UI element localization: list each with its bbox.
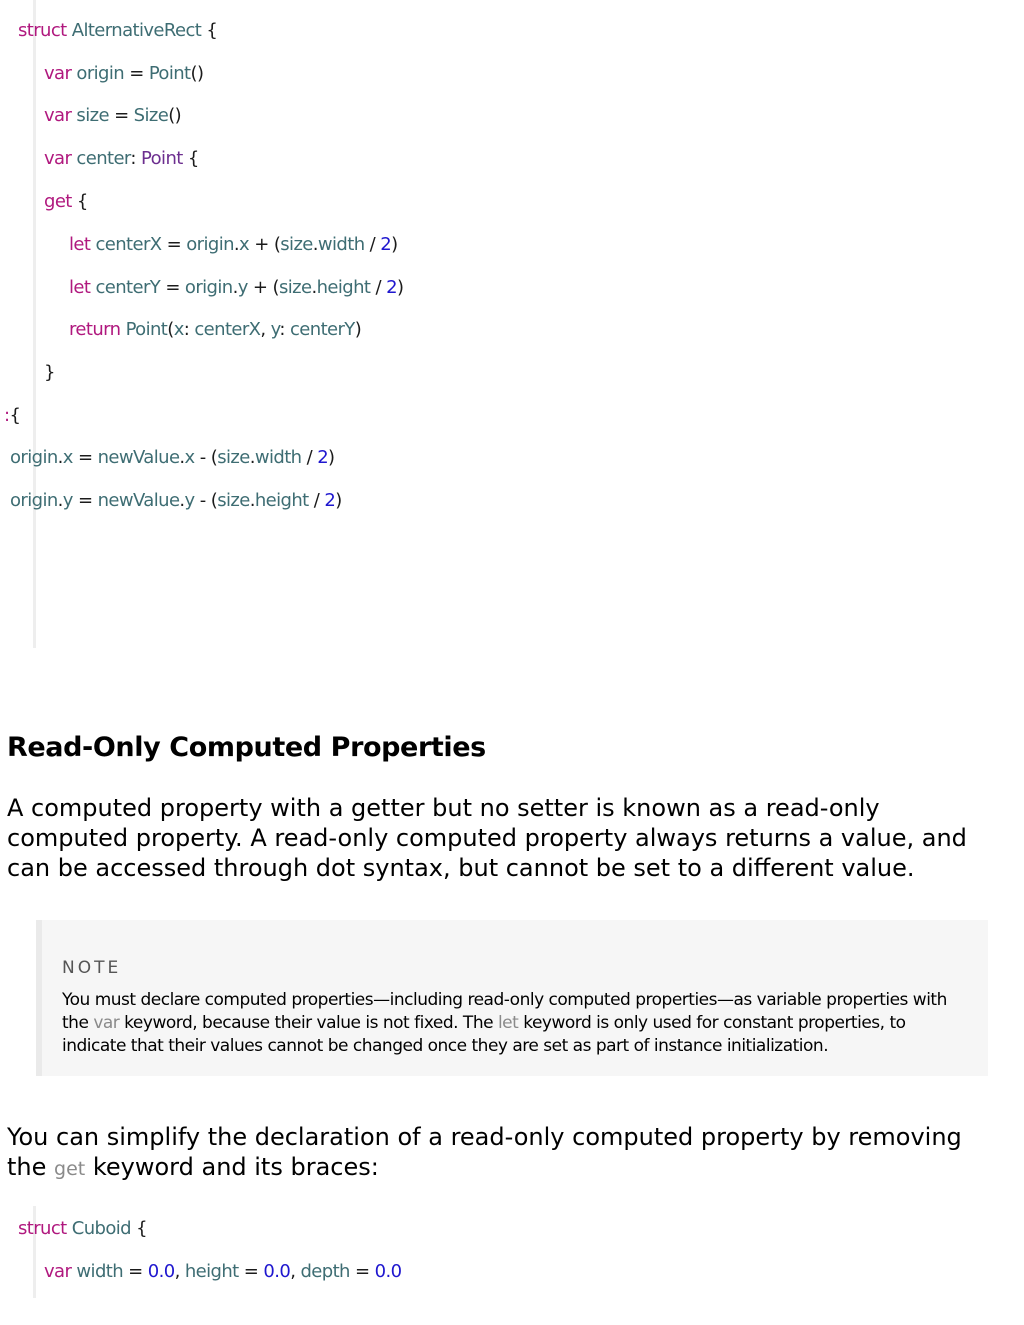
identifier: origin bbox=[184, 277, 233, 298]
identifier: depth bbox=[300, 1261, 350, 1282]
punctuation: . bbox=[179, 447, 185, 468]
code-line-3 bbox=[44, 104, 181, 128]
identifier: newValue bbox=[97, 490, 180, 511]
operator: = bbox=[114, 105, 129, 126]
keyword: var bbox=[44, 1261, 72, 1282]
keyword-fragment: : bbox=[4, 405, 10, 426]
keyword: get bbox=[44, 191, 72, 212]
punctuation: . bbox=[57, 490, 63, 511]
punctuation: , bbox=[290, 1261, 296, 1282]
keyword: var bbox=[44, 63, 72, 84]
inline-code: get bbox=[54, 1158, 86, 1180]
identifier: x bbox=[184, 447, 195, 468]
simplify-paragraph bbox=[7, 1122, 1007, 1184]
code-block-gutter bbox=[33, 0, 36, 648]
number-literal: 0.0 bbox=[374, 1261, 402, 1282]
code-line-8 bbox=[69, 318, 361, 342]
operator: + bbox=[252, 277, 268, 298]
keyword: struct bbox=[18, 1218, 67, 1239]
punctuation: } bbox=[44, 362, 55, 383]
identifier: y bbox=[237, 277, 248, 298]
punctuation: () bbox=[190, 63, 204, 84]
operator: - bbox=[199, 490, 206, 511]
identifier: origin bbox=[76, 63, 125, 84]
identifier: origin bbox=[10, 447, 58, 468]
code-line-11 bbox=[10, 446, 334, 470]
type-name: Point bbox=[125, 319, 168, 340]
identifier: y bbox=[270, 319, 280, 340]
operator: = bbox=[166, 234, 182, 255]
number-literal: 2 bbox=[324, 490, 336, 511]
identifier: width bbox=[317, 234, 365, 255]
section-heading: Read-Only Computed Properties bbox=[7, 732, 486, 763]
identifier: centerX bbox=[194, 319, 261, 340]
operator: / bbox=[306, 447, 313, 468]
operator: = bbox=[128, 1261, 143, 1282]
paragraph-text: You can simplify the declaration of a read-only computed property by removing the bbox=[7, 1123, 962, 1181]
punctuation: . bbox=[57, 447, 63, 468]
number-literal: 0.0 bbox=[263, 1261, 291, 1282]
identifier: Cuboid bbox=[71, 1218, 131, 1239]
punctuation: { bbox=[206, 20, 218, 41]
punctuation: ) bbox=[354, 319, 362, 340]
identifier: center bbox=[76, 148, 131, 169]
identifier: size bbox=[76, 105, 109, 126]
operator: = bbox=[165, 277, 180, 298]
operator: = bbox=[243, 1261, 259, 1282]
identifier: height bbox=[254, 490, 309, 511]
punctuation: : bbox=[183, 319, 190, 340]
keyword: var bbox=[44, 148, 72, 169]
punctuation: () bbox=[168, 105, 182, 126]
code-line-1 bbox=[18, 1217, 147, 1241]
inline-code: let bbox=[497, 1013, 519, 1033]
code-line-1 bbox=[18, 19, 217, 43]
punctuation: ) bbox=[328, 447, 335, 468]
note-title: NOTE bbox=[62, 958, 122, 978]
keyword: let bbox=[69, 277, 91, 298]
punctuation: ( bbox=[210, 490, 218, 511]
code-line-7 bbox=[69, 276, 403, 300]
punctuation: ) bbox=[391, 234, 398, 255]
punctuation: , bbox=[260, 319, 266, 340]
identifier: centerY bbox=[95, 277, 161, 298]
note-text bbox=[62, 989, 972, 1058]
note-text-part: You must declare computed properties—including read-only computed properties—as variable properties with the bbox=[62, 990, 947, 1033]
intro-paragraph: A computed property with a getter but no setter is known as a read-only computed property. A read-only computed property always returns a value, and can be accessed through dot syntax, but cannot be set to a different value. bbox=[7, 794, 967, 882]
operator: + bbox=[254, 234, 269, 255]
punctuation: . bbox=[249, 490, 255, 511]
punctuation: ( bbox=[167, 319, 174, 340]
number-literal: 2 bbox=[386, 277, 397, 298]
code-line-6 bbox=[69, 233, 398, 257]
punctuation: ( bbox=[210, 447, 218, 468]
operator: = bbox=[129, 63, 144, 84]
code-line-2 bbox=[44, 1260, 401, 1284]
identifier: size bbox=[217, 447, 250, 468]
punctuation: { bbox=[136, 1218, 147, 1239]
identifier: width bbox=[254, 447, 302, 468]
identifier: origin bbox=[10, 490, 58, 511]
identifier: height bbox=[184, 1261, 239, 1282]
code-line-10 bbox=[4, 404, 20, 428]
type-name: Point bbox=[141, 148, 183, 169]
operator: = bbox=[77, 490, 93, 511]
identifier: centerY bbox=[290, 319, 355, 340]
keyword: let bbox=[69, 234, 91, 255]
operator: = bbox=[77, 447, 93, 468]
note-box bbox=[36, 920, 988, 1076]
identifier: size bbox=[217, 490, 250, 511]
punctuation: ( bbox=[272, 277, 279, 298]
operator: - bbox=[199, 447, 206, 468]
punctuation: { bbox=[187, 148, 199, 169]
punctuation: . bbox=[249, 447, 255, 468]
punctuation: . bbox=[179, 490, 185, 511]
identifier: centerX bbox=[95, 234, 162, 255]
paragraph-text: keyword and its braces: bbox=[85, 1153, 379, 1181]
identifier: origin bbox=[186, 234, 234, 255]
identifier: newValue bbox=[97, 447, 180, 468]
keyword: return bbox=[69, 319, 121, 340]
punctuation: , bbox=[174, 1261, 180, 1282]
identifier: width bbox=[76, 1261, 124, 1282]
code-line-2 bbox=[44, 62, 203, 86]
code-line-5 bbox=[44, 190, 88, 214]
punctuation: . bbox=[311, 277, 317, 298]
note-text-part: keyword, because their value is not fixed. The bbox=[119, 1013, 498, 1033]
punctuation: : bbox=[130, 148, 136, 169]
identifier: y bbox=[184, 490, 195, 511]
punctuation: ) bbox=[335, 490, 342, 511]
punctuation: . bbox=[312, 234, 318, 255]
keyword: struct bbox=[18, 20, 67, 41]
code-line-9 bbox=[44, 361, 55, 385]
punctuation: { bbox=[76, 191, 88, 212]
operator: = bbox=[354, 1261, 370, 1282]
type-name: Point bbox=[148, 63, 191, 84]
code-line-12 bbox=[10, 489, 342, 513]
operator: / bbox=[369, 234, 376, 255]
inline-code: var bbox=[93, 1013, 120, 1033]
identifier: y bbox=[62, 490, 73, 511]
identifier: height bbox=[316, 277, 371, 298]
operator: / bbox=[313, 490, 320, 511]
keyword: var bbox=[44, 105, 72, 126]
number-literal: 2 bbox=[380, 234, 392, 255]
punctuation: ( bbox=[273, 234, 281, 255]
identifier: size bbox=[278, 277, 312, 298]
punctuation: : bbox=[279, 319, 285, 340]
type-name: Size bbox=[133, 105, 169, 126]
number-literal: 0.0 bbox=[147, 1261, 175, 1282]
number-literal: 2 bbox=[317, 447, 329, 468]
punctuation: . bbox=[232, 277, 238, 298]
identifier: AlternativeRect bbox=[71, 20, 202, 41]
identifier: x bbox=[62, 447, 73, 468]
identifier: x bbox=[239, 234, 250, 255]
punctuation: . bbox=[233, 234, 240, 255]
identifier: size bbox=[280, 234, 313, 255]
note-text-part: keyword is only used for constant properties, to indicate that their values cannot be changed once they are set as part of instance initialization. bbox=[62, 1013, 906, 1056]
identifier: x bbox=[173, 319, 184, 340]
punctuation: ) bbox=[396, 277, 404, 298]
code-line-4 bbox=[44, 147, 199, 171]
punctuation: { bbox=[9, 405, 21, 426]
operator: / bbox=[375, 277, 381, 298]
